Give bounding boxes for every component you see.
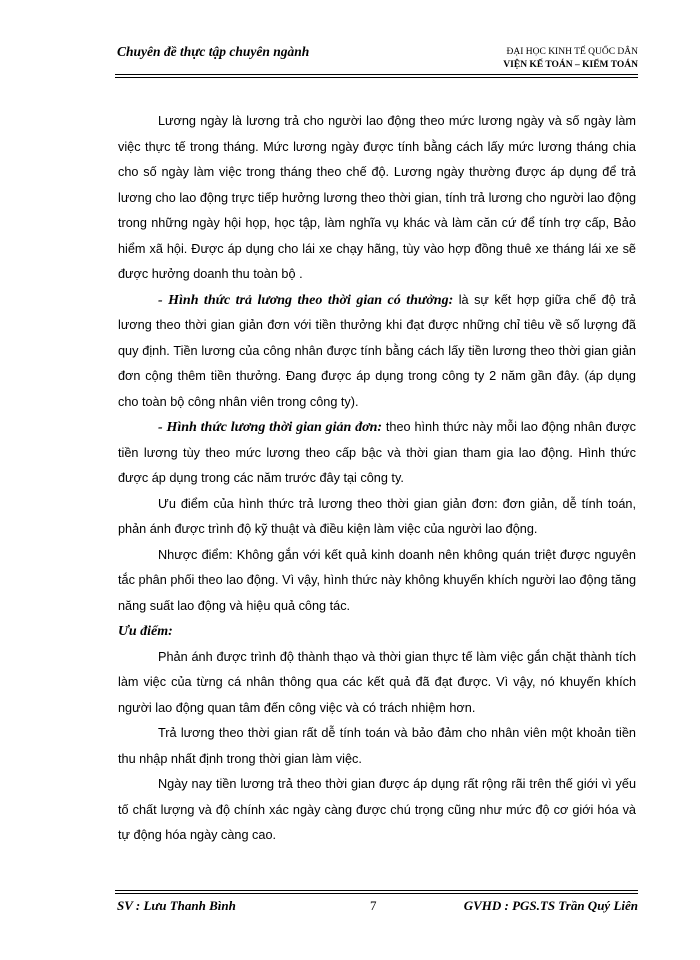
document-body xyxy=(118,109,636,849)
header-institution xyxy=(503,46,638,72)
paragraph-time-bonus-lead: - Hình thức trả lương theo thời gian có thưởng: xyxy=(158,292,454,308)
paragraph-time-bonus xyxy=(118,288,636,416)
paragraph-simple-time-text: theo hình thức này mỗi lao động nhân được tiền lương tùy theo mức lương theo cấp bậc và thời gian tham gia lao động. Hình thức được áp dụng trong các năm trước đây tại công ty. xyxy=(118,420,636,485)
section-heading-advantages: Ưu điểm: xyxy=(118,624,173,639)
paragraph-simple-time xyxy=(118,415,636,492)
footer-student: SV : Lưu Thanh Bình xyxy=(117,898,236,913)
header-title: Chuyên đề thực tập chuyên ngành xyxy=(117,44,310,59)
header-institute: VIỆN KẾ TOÁN – KIỂM TOÁN xyxy=(503,60,638,70)
paragraph-easy-calculation: Trả lương theo thời gian rất dễ tính toán và bảo đảm cho nhân viên một khoản tiền thu nhập nhất định trong thời gian làm việc. xyxy=(118,726,636,766)
paragraph-daily-wage: Lương ngày là lương trả cho người lao động theo mức lương ngày và số ngày làm việc thực tế trong tháng. Mức lương ngày được tính bằng cách lấy mức lương tháng chia cho số ngày làm việc trong tháng theo chế độ. Lương ngày thường được áp dụng để trả lương cho lao động trực tiếp hưởng lương theo thời gian, tính trả lương cho người lao động trong những ngày hội họp, học tập, làm nghĩa vụ khác và làm căn cứ để tính trợ cấp, Bảo hiểm xã hội. Được áp dụng cho lái xe chạy hãng, tùy vào hợp đồng thuê xe tháng lái xe sẽ được hưởng doanh thu toàn bộ . xyxy=(118,114,636,281)
paragraph-widely-applied: Ngày nay tiền lương trả theo thời gian được áp dụng rất rộng rãi trên thế giới vì yếu tố chất lượng và độ chính xác ngày càng được chú trọng cũng như mức độ cơ giới hóa và tự động hóa ngày càng cao. xyxy=(118,777,636,842)
paragraph-advantages: Ưu điểm của hình thức trả lương theo thời gian giản đơn: đơn giản, dễ tính toán, phản ánh được trình độ kỹ thuật và điều kiện làm việc của người lao động. xyxy=(118,496,636,536)
header-rule xyxy=(115,74,638,78)
paragraph-time-bonus-text: là sự kết hợp giữa chế độ trả lương theo thời gian giản đơn với tiền thưởng khi đạt được những chỉ tiêu về số lượng đã quy định. Tiền lương của công nhân được tính bằng cách lấy tiền lương theo thời gian giản đơn cộng thêm tiền thưởng. Đang được áp dụng trong công ty 2 năm gần đây. (áp dụng cho toàn bộ công nhân viên trong công ty). xyxy=(118,292,636,409)
paragraph-simple-time-lead: - Hình thức lương thời gian giản đơn: xyxy=(158,420,383,435)
page-number: 7 xyxy=(370,898,377,913)
paragraph-disadvantages: Nhược điểm: Không gắn với kết quả kinh doanh nên không quán triệt được nguyên tắc phân phối theo lao động. Vì vậy, hình thức này không khuyến khích người lao động tăng năng suất lao động và hiệu quả công tác. xyxy=(118,547,636,613)
header-university: ĐẠI HỌC KINH TẾ QUỐC DÂN xyxy=(506,47,638,57)
footer-rule xyxy=(115,890,638,894)
footer-advisor: GVHD : PGS.TS Trần Quý Liên xyxy=(463,898,638,913)
paragraph-advantage-detail: Phản ánh được trình độ thành thạo và thời gian thực tế làm việc gắn chặt thành tích làm việc của từng cá nhân thông qua các kết quả đã đạt được. Vì vậy, nó khuyến khích người lao động quan tâm đến công việc và có trách nhiệm hơn. xyxy=(118,649,636,715)
